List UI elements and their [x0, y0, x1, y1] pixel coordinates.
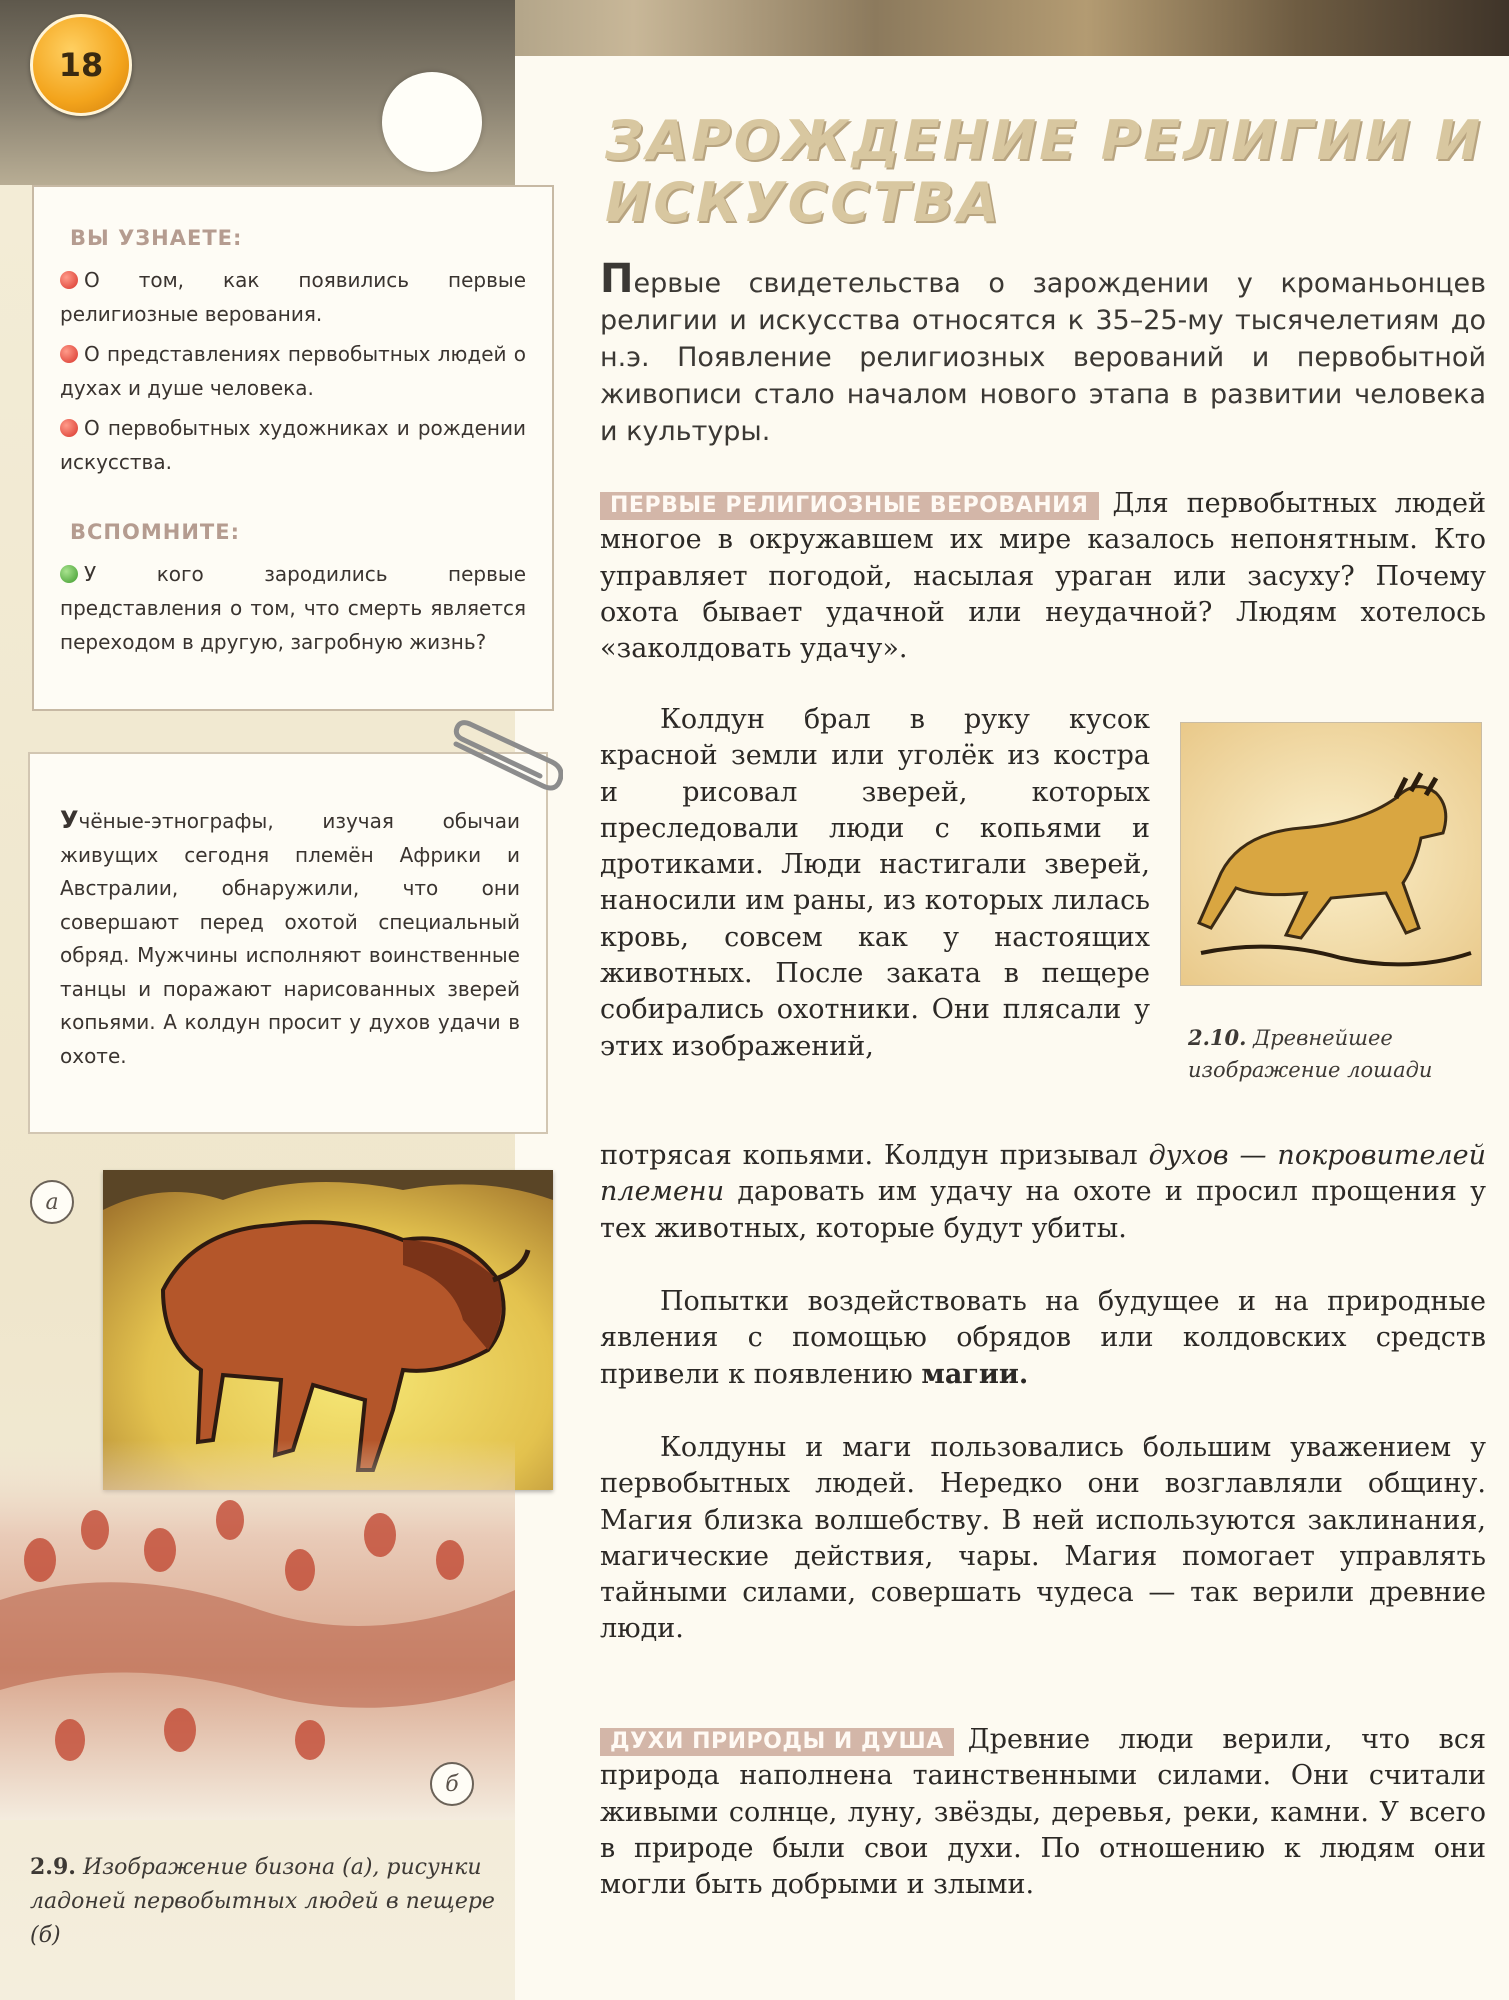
figure-2-9-caption: 2.9. Изображение бизона (а), рисунки ладоней первобытных людей в пещере (б) [30, 1854, 495, 1948]
cave-handprints-image [0, 1440, 515, 1820]
learn-heading: ВЫ УЗНАЕТЕ: [70, 226, 243, 250]
page-number-badge: 18 [30, 14, 132, 116]
section2-paragraph: ДУХИ ПРИРОДЫ И ДУША Древние люди верили, что вся природа наполнена таинственными силами. Они считали живыми солнце, луну, звёзды, деревья, реки, камни. У всего в природе были свои духи. По отношению к людям они могли быть добрыми и злыми. [600, 1724, 1486, 1901]
note-first-letter: У [60, 806, 79, 834]
horse-cave-painting-image [1180, 722, 1482, 986]
section1-paragraph-1: ПЕРВЫЕ РЕЛИГИОЗНЫЕ ВЕРОВАНИЯ Для первобытных людей многое в окружавшем их мире казалось непонятным. Кто управляет погодой, насылая ураган или засуху? Почему охота бывает удачной или неудачной? Людям хотелось «заколдовать удачу». [600, 488, 1486, 665]
intro-paragraph: Первые свидетельства о зарождении у кроманьонцев религии и искусства относятся к 35–25-му тысячелетиям до н.э. Появление религиозных верований и первобытной живописи стало началом нового этапа в развитии человека и культуры. [600, 256, 1486, 447]
section1-heading: ПЕРВЫЕ РЕЛИГИОЗНЫЕ ВЕРОВАНИЯ [600, 492, 1099, 520]
learn-item: О том, как появились первые религиозные верования. [60, 268, 526, 326]
decorative-circle [382, 72, 482, 172]
page-title: ЗАРОЖДЕНИЕ РЕЛИГИИ И ИСКУССТВА [605, 109, 1484, 234]
recall-item: У кого зародились первые представления о том, что смерть является переходом в другую, загробную жизнь? [60, 562, 526, 654]
note-text: чёные-этнографы, изучая обычаи живущих сегодня племён Африки и Австралии, обнаружили, что они совершают перед охотой специальный обряд. Мужчины исполняют воинственные танцы и поражают нарисованных зверей копьями. А колдун просит у духов удачи в охоте. [60, 809, 520, 1068]
figure-label-b: б [430, 1762, 474, 1806]
term-magic: магии. [921, 1358, 1029, 1390]
section1-paragraph-3: потрясая копьями. Колдун призывал духов — покровителей племени даровать им удачу на охоте и просил прощения у тех животных, которые будут убиты. [600, 1140, 1486, 1244]
learn-item: О первобытных художниках и рождении искусства. [60, 416, 526, 474]
figure-label-a: а [30, 1180, 74, 1224]
red-bullet-icon [60, 271, 78, 289]
section1-paragraph-4: Попытки воздействовать на будущее и на природные явления с помощью обрядов или колдовских средств привели к появлению магии. [600, 1286, 1486, 1390]
ethnographers-note-box [28, 752, 548, 1134]
red-bullet-icon [60, 345, 78, 363]
section1-paragraph-2: Колдун брал в руку кусок красной земли или уголёк из костра и рисовал зверей, которых преследовали люди с копьями и дротиками. Люди настигали зверей, наносили им раны, из которых лилась кровь, совсем как у настоящих животных. После заката в пещере собирались охотники. Они плясали у этих изображений, [600, 704, 1150, 1062]
term-spirits-patrons: духов — покровителей племени [600, 1140, 1486, 1208]
learn-box [32, 185, 554, 711]
figure-2-10-caption: 2.10. Древнейшее изображение лошади [1188, 1025, 1433, 1082]
red-bullet-icon [60, 419, 78, 437]
paper-clip-icon [448, 716, 563, 796]
learn-item: О представлениях первобытных людей о духах и душе человека. [60, 342, 526, 400]
recall-heading: ВСПОМНИТЕ: [70, 520, 240, 544]
section1-paragraph-5: Колдуны и маги пользовались большим уважением у первобытных людей. Нередко они возглавляли общину. Магия близка волшебству. В ней используются заклинания, магические действия, чары. Магия помогает управлять тайными силами, совершать чудеса — так верили древние люди. [600, 1432, 1486, 1645]
section2-heading: ДУХИ ПРИРОДЫ И ДУША [600, 1728, 954, 1756]
green-bullet-icon [60, 565, 78, 583]
